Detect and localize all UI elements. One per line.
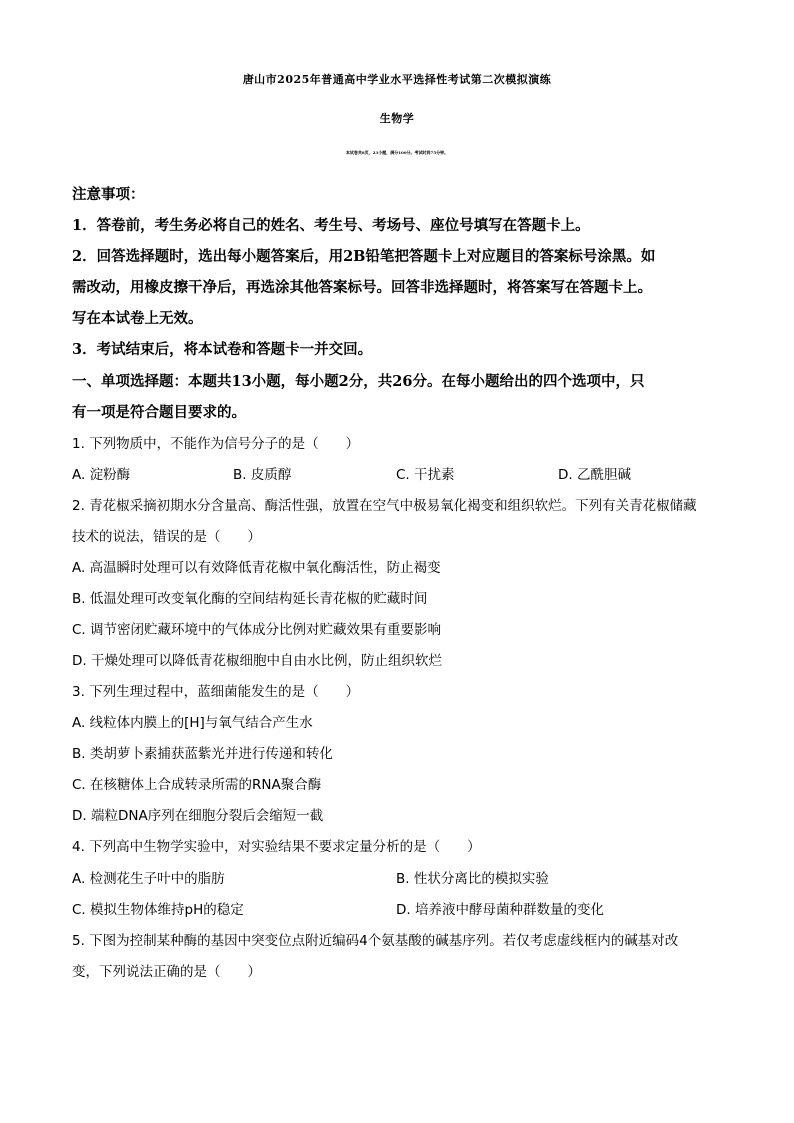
note-2-line-2: 需改动，用橡皮擦干净后，再选涂其他答案标号。回答非选择题时，将答案写在答题卡上。: [72, 279, 652, 296]
note-1: 1．答卷前，考生务必将自己的姓名、考生号、考场号、座位号填写在答题卡上。: [72, 217, 590, 234]
subject-title: 生物学: [379, 112, 415, 125]
question-stem: 1. 下列物质中，不能作为信号分子的是（ ）: [72, 436, 360, 452]
option-c: C. 干扰素: [396, 467, 455, 483]
section-1-line-2: 有一项是符合题目要求的。: [72, 404, 246, 421]
question-stem: 4. 下列高中生物学实验中，对实验结果不要求定量分析的是（ ）: [72, 839, 481, 855]
question-stem-line-1: 5. 下图为控制某种酶的基因中突变位点附近编码4个氨基酸的碱基序列。若仅考虑虚线框内的碱基对改: [72, 933, 679, 949]
section-1-line-1: 一、单项选择题：本题共13小题，每小题2分，共26分。在每小题给出的四个选项中，只: [72, 373, 645, 390]
option-a: A. 高温瞬时处理可以有效降低青花椒中氧化酶活性，防止褐变: [72, 560, 441, 576]
note-2-line-3: 写在本试卷上无效。: [72, 310, 203, 327]
option-a: A. 检测花生子叶中的脂肪: [72, 871, 225, 887]
question-stem-line-1: 2. 青花椒采摘初期水分含量高、酶活性强，放置在空气中极易氧化褐变和组织软烂。下列有关青花椒储藏: [72, 498, 697, 514]
option-b: B. 低温处理可改变氧化酶的空间结构延长青花椒的贮藏时间: [72, 591, 428, 607]
exam-title: 唐山市2025年普通高中学业水平选择性考试第二次模拟演练: [242, 73, 552, 86]
note-3: 3．考试结束后，将本试卷和答题卡一并交回。: [72, 341, 373, 358]
option-d: D. 端粒DNA序列在细胞分裂后会缩短一截: [72, 808, 324, 824]
option-d: D. 乙酰胆碱: [558, 467, 631, 483]
option-c: C. 调节密闭贮藏环境中的气体成分比例对贮藏效果有重要影响: [72, 622, 442, 638]
option-c: C. 模拟生物体维持pH的稳定: [72, 902, 244, 918]
notes-heading: 注意事项：: [72, 186, 145, 203]
exam-info: 本试卷共8页，23小题，满分100分。考试时间75分钟。: [345, 150, 449, 155]
question-stem: 3. 下列生理过程中，蓝细菌能发生的是（ ）: [72, 684, 360, 700]
option-b: B. 性状分离比的模拟实验: [396, 871, 549, 887]
option-d: D. 干燥处理可以降低青花椒细胞中自由水比例，防止组织软烂: [72, 653, 442, 669]
option-d: D. 培养液中酵母菌种群数量的变化: [396, 902, 604, 918]
option-b: B. 皮质醇: [233, 467, 292, 483]
note-2-line-1: 2．回答选择题时，选出每小题答案后，用2B铅笔把答题卡上对应题目的答案标号涂黑。如: [72, 248, 656, 265]
option-a: A. 线粒体内膜上的[H]与氧气结合产生水: [72, 715, 313, 731]
option-a: A. 淀粉酶: [72, 467, 131, 483]
question-stem-line-2: 变，下列说法正确的是（ ）: [72, 964, 261, 980]
option-b: B. 类胡萝卜素捕获蓝紫光并进行传递和转化: [72, 746, 333, 762]
option-c: C. 在核糖体上合成转录所需的RNA聚合酶: [72, 777, 322, 793]
question-stem-line-2: 技术的说法，错误的是（ ）: [72, 529, 261, 545]
